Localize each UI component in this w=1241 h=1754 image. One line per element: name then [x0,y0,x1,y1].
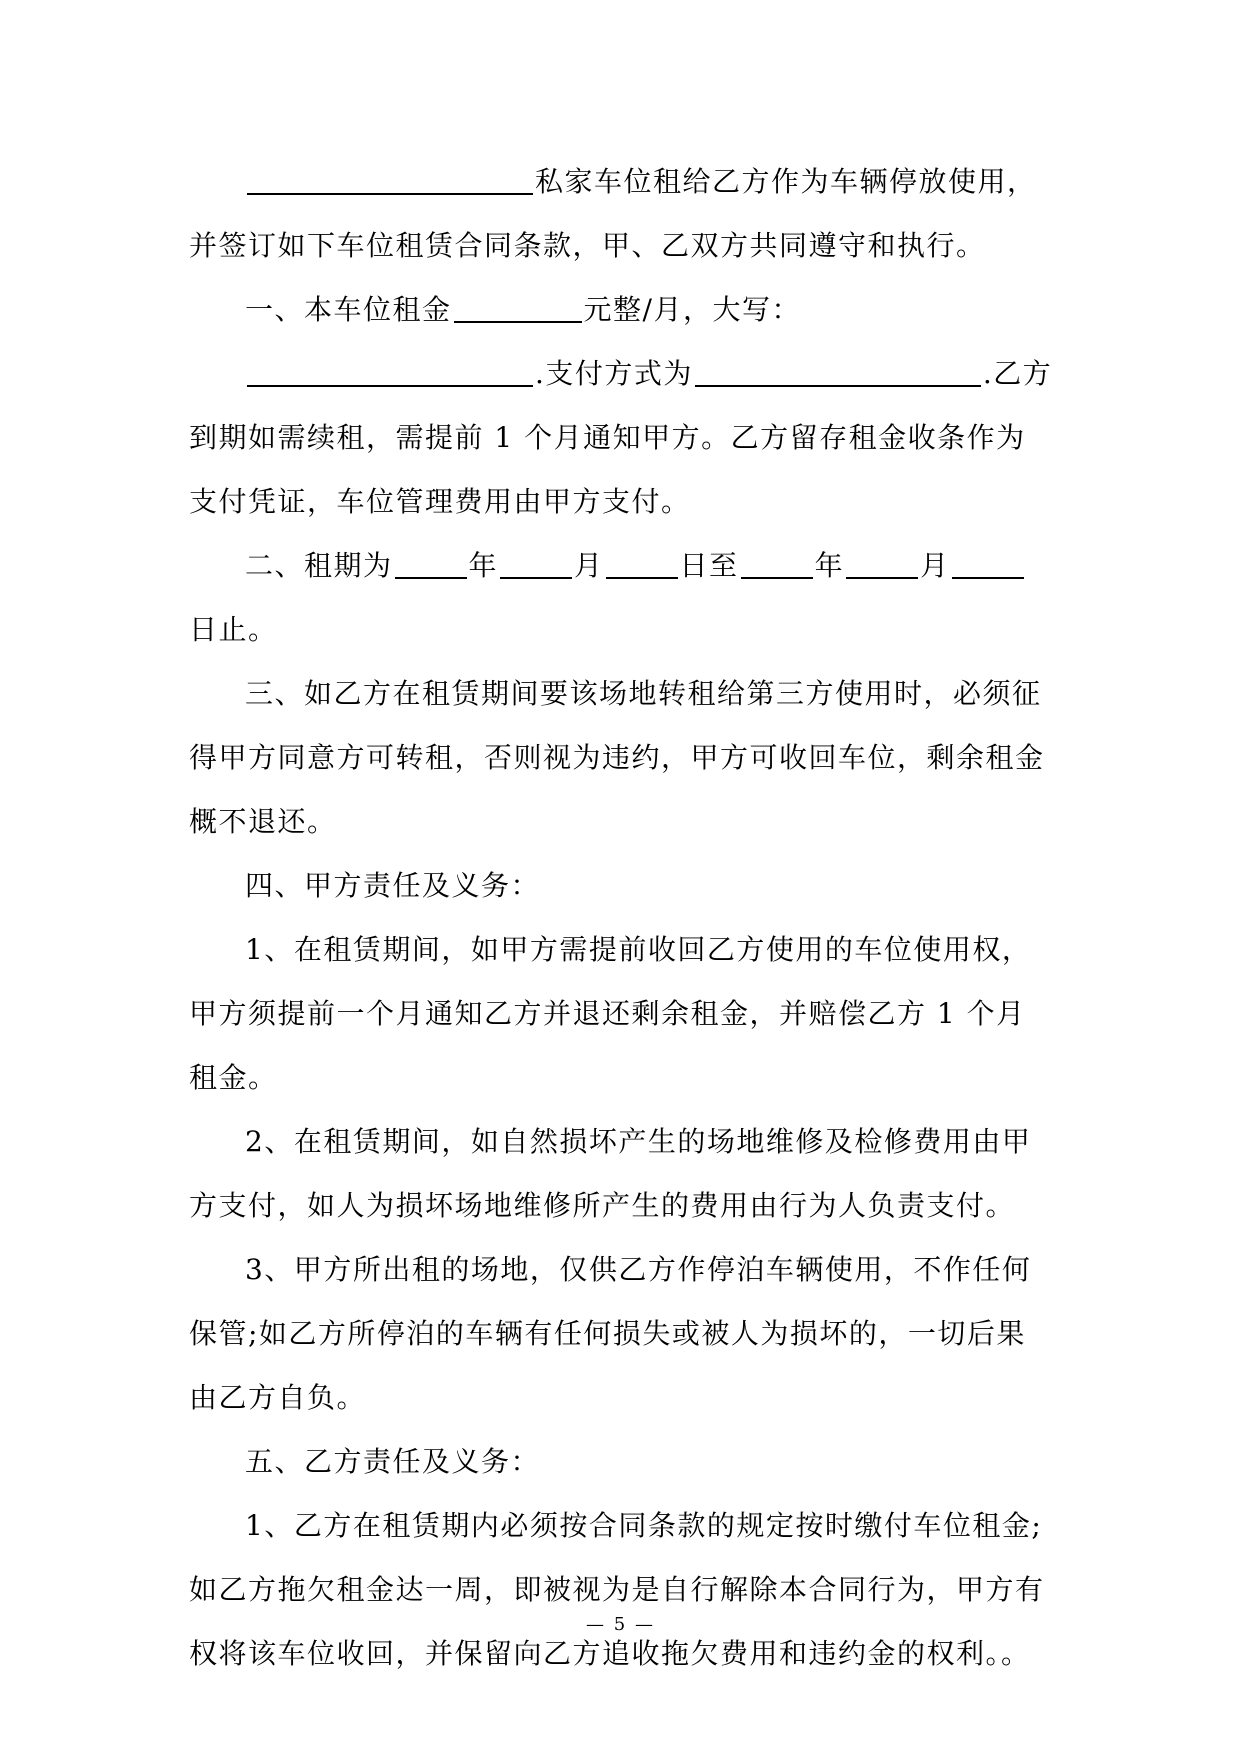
blank-line-lessor [247,167,533,195]
blank-line-start-month [500,551,572,579]
intro-text: 私家车位租给乙方作为车辆停放使用，并签订如下车位租赁合同条款，甲、乙双方共同遵守和执行。 [189,165,1037,262]
term-month-1: 月 [574,549,604,582]
paragraph-term [189,534,1054,662]
term-month-2: 月 [920,549,950,582]
paragraph-intro [189,150,1054,278]
paragraph-lessor-duty-3: 3、甲方所出租的场地，仅供乙方作停泊车辆使用，不作任何保管;如乙方所停泊的车辆有任何损失或被人为损坏的，一切后果由乙方自负。 [189,1253,1032,1414]
paragraph-lessee-duty-1: 1、乙方在租赁期内必须按合同条款的规定按时缴付车位租金;如乙方拖欠租金达一周，即被视为是自行解除本合同行为，甲方有权将该车位收回，并保留向乙方追收拖欠费用和违约金的权利。。 [189,1509,1045,1670]
payment-method-label: .支付方式为 [535,357,693,390]
paragraph-payment [189,342,1054,534]
blank-line-start-day [606,551,678,579]
term-label: 二、租期为 [245,549,393,582]
rent-label: 一、本车位租金 [245,293,452,326]
paragraph-sublease: 三、如乙方在租赁期间要该场地转租给第三方使用时，必须征得甲方同意方可转租，否则视为违约，甲方可收回车位，剩余租金概不退还。 [189,677,1045,838]
paragraph-lessor-duty-1: 1、在租赁期间，如甲方需提前收回乙方使用的车位使用权，甲方须提前一个月通知乙方并退还剩余租金，并赔偿乙方 1 个月租金。 [189,933,1032,1094]
page-number: — 5 — [586,1614,655,1635]
document-body [189,150,1054,1686]
blank-line-end-month [846,551,918,579]
blank-line-end-year [741,551,813,579]
term-day-to: 日至 [679,549,739,582]
heading-lessor-duties: 四、甲方责任及义务： [245,869,541,902]
term-year-2: 年 [814,549,845,582]
payment-text: .乙方到期如需续租，需提前 1 个月通知甲方。乙方留存租金收条作为支付凭证，车位管理费用由甲方支付。 [189,357,1053,518]
paragraph-lessor-duty-2: 2、在租赁期间，如自然损坏产生的场地维修及检修费用由甲方支付，如人为损坏场地维修所产生的费用由行为人负责支付。 [189,1125,1032,1222]
term-year-1: 年 [468,549,499,582]
heading-lessee-duties: 五、乙方责任及义务： [245,1445,541,1478]
blank-line-end-day [952,551,1024,579]
rent-unit-text: 元整/月，大写： [583,293,801,326]
paragraph-rent [189,278,1054,342]
blank-line-start-year [395,551,467,579]
blank-line-payment-method [695,359,981,387]
blank-line-rent-in-words [247,359,533,387]
blank-line-rent-amount [454,295,582,323]
term-end-text: 日止。 [189,613,278,646]
